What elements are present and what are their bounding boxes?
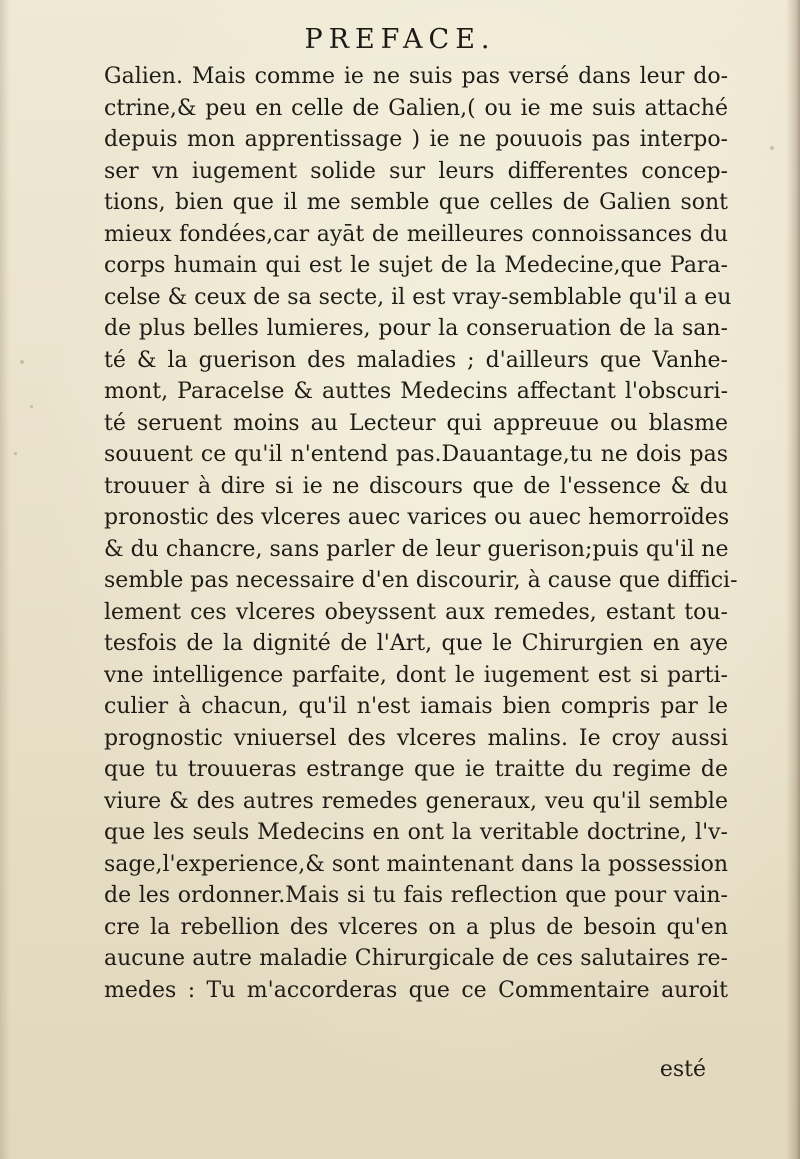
text-line: pronostic des vlceres auec varices ou auec hemorroïdes [104, 505, 730, 530]
text-line: tesfois de la dignité de l'Art, que le Chirurgien en aye [104, 631, 728, 656]
text-line: depuis mon apprentissage ) ie ne pouuois pas interpo- [104, 127, 728, 152]
catchword: esté [659, 1057, 706, 1082]
text-line: de les ordonner.Mais si tu fais reflection que pour vain- [104, 883, 728, 908]
text-line: Galien. Mais comme ie ne suis pas versé dans leur do- [104, 64, 728, 89]
body-text [104, 61, 738, 1006]
text-line: ctrine,& peu en celle de Galien,( ou ie me suis attaché [104, 95, 728, 121]
text-line: ser vn iugement solide sur leurs differentes concep- [104, 158, 728, 184]
text-line: culier à chacun, qu'il n'est iamais bien compris par le [104, 694, 728, 719]
text-line: lement ces vlceres obeyssent aux remedes, estant tou- [104, 599, 728, 625]
running-header: PREFACE. [304, 24, 496, 55]
text-line: corps humain qui est le sujet de la Medecine,que Para- [104, 253, 728, 278]
text-line: trouuer à dire si ie ne discours que de l'essence & du [104, 473, 728, 499]
text-line: tions, bien que il me semble que celles de Galien sont [104, 190, 728, 215]
text-line: mieux fondées,car ayāt de meilleures connoissances du [104, 221, 728, 247]
ink-spot [30, 405, 33, 408]
text-line: souuent ce qu'il n'entend pas.Dauantage,tu ne dois pas [104, 442, 728, 467]
text-line: medes : Tu m'accorderas que ce Commentaire auroit [104, 977, 728, 1003]
text-line: té seruent moins au Lecteur qui appreuue ou blasme [104, 410, 728, 436]
page-edge-shadow [786, 0, 800, 1159]
text-line: cre la rebellion des vlceres on a plus de besoin qu'en [104, 914, 728, 940]
text-line: & du chancre, sans parler de leur guerison;puis qu'il ne [104, 536, 729, 562]
text-line: mont, Paracelse & auttes Medecins affectant l'obscuri- [104, 379, 728, 404]
page-gutter-shadow [0, 0, 10, 1159]
text-line: aucune autre maladie Chirurgicale de ces salutaires re- [104, 946, 728, 971]
text-line: té & la guerison des maladies ; d'ailleurs que Vanhe- [104, 347, 728, 373]
text-line: que les seuls Medecins en ont la veritable doctrine, l'v- [104, 820, 728, 845]
text-line: sage,l'experience,& sont maintenant dans la possession [104, 851, 728, 877]
ink-spot [770, 146, 774, 150]
text-line: celse & ceux de sa secte, il est vray-semblable qu'il a eu [104, 284, 732, 310]
text-line: que tu trouueras estrange que ie traitte du regime de [104, 757, 728, 782]
text-line: de plus belles lumieres, pour la conseruation de la san- [104, 316, 728, 341]
text-line: semble pas necessaire d'en discourir, à cause que diffici- [104, 568, 738, 593]
text-line: prognostic vniuersel des vlceres malins. Ie croy aussi [104, 725, 728, 751]
text-line: viure & des autres remedes generaux, veu qu'il semble [104, 788, 728, 814]
ink-spot [14, 452, 17, 455]
text-line: vne intelligence parfaite, dont le iugement est si parti- [104, 662, 728, 688]
ink-spot [20, 360, 24, 364]
